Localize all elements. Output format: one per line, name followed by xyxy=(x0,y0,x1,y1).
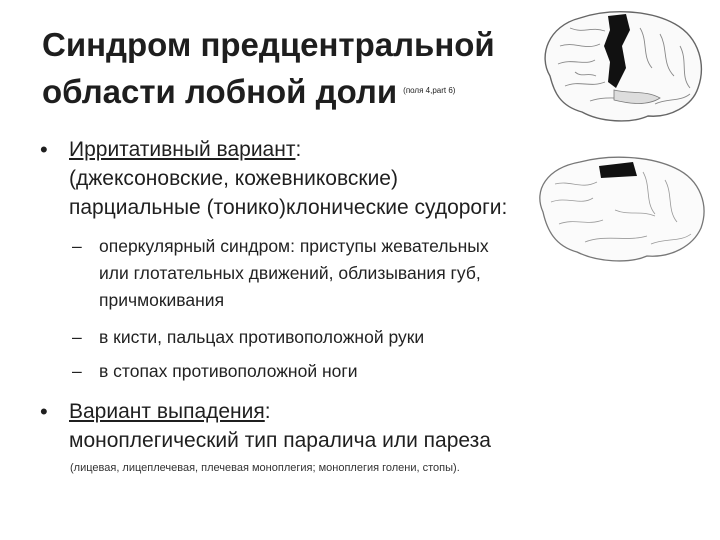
subitem-foot-line-1: в стопах противоположной ноги xyxy=(99,361,358,381)
bullet-irritative-line-1 xyxy=(69,135,709,164)
title-note: (поля 4,part 6) xyxy=(403,86,456,95)
bullet-irritative-line-3: парциальные (тонико)клонические судороги: xyxy=(69,196,508,219)
footnote: (лицевая, лицеплечевая, плечевая моноплегия; моноплегия голени, стопы). xyxy=(70,462,460,474)
subitem-opercular-body xyxy=(99,233,659,314)
subitem-marker: – xyxy=(72,361,82,381)
title-line-2-text: области лобной доли xyxy=(42,73,398,110)
bullet-irritative-term-suffix: : xyxy=(295,138,302,161)
subitem-hand-body xyxy=(99,324,659,351)
title-line-1: Синдром предцентральной xyxy=(42,26,495,63)
brain-illustration-precentral xyxy=(530,6,710,128)
subitem-marker: – xyxy=(72,236,82,256)
slide-title xyxy=(42,22,542,115)
subitem-opercular-line-1: оперкулярный синдром: приступы жевательных xyxy=(99,236,489,256)
bullet-irritative-line-2: (джексоновские, кожевниковские) xyxy=(69,167,398,190)
subitem-hand-line-1: в кисти, пальцах противоположной руки xyxy=(99,327,425,347)
subitem-opercular-line-3: причмокивания xyxy=(99,290,225,310)
title-line-2 xyxy=(42,68,542,115)
bullet-loss-line-1 xyxy=(69,397,709,426)
bullet-marker: • xyxy=(40,137,48,162)
bullet-irritative-body xyxy=(69,135,709,222)
bullet-loss-term: Вариант выпадения xyxy=(69,400,265,423)
bullet-loss-line-2: моноплегический тип паралича или пареза xyxy=(69,429,491,452)
subitem-foot-body xyxy=(99,358,659,385)
bullet-irritative-term: Ирритативный вариант xyxy=(69,138,296,161)
bullet-loss-term-suffix: : xyxy=(264,400,271,423)
bullet-loss-body xyxy=(69,397,709,455)
bullet-marker: • xyxy=(40,399,48,424)
subitem-opercular-line-2: или глотательных движений, облизывания губ, xyxy=(99,263,481,283)
subitem-marker: – xyxy=(72,327,82,347)
